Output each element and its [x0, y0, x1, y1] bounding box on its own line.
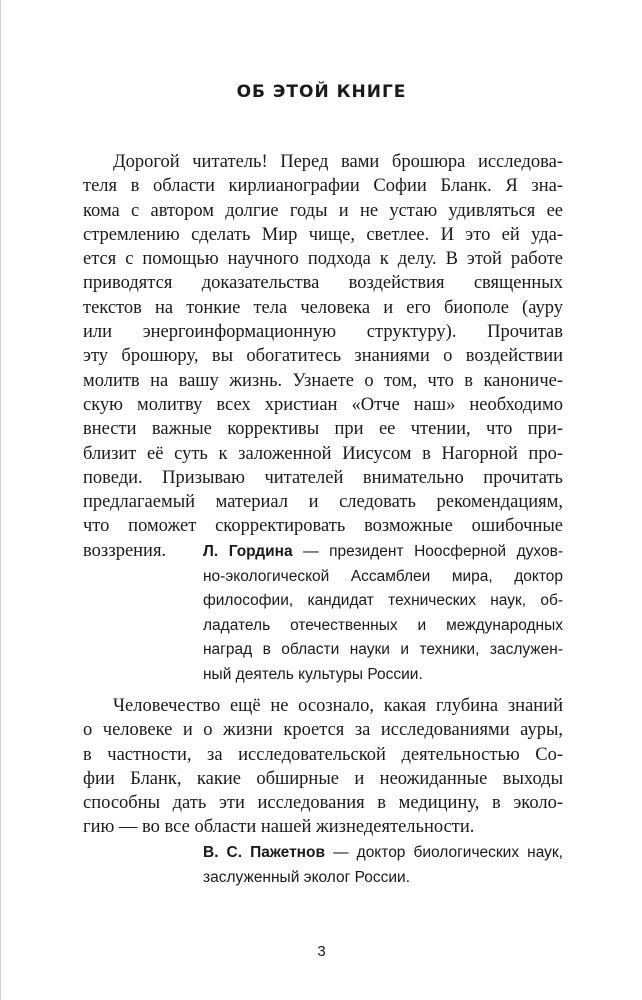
paragraph-line: теля в области кирлианографии Софии Бланк. Я зна- — [83, 176, 563, 197]
signature-name: В. С. Пажетнов — [203, 844, 326, 861]
paragraph-line: близит её суть к заложенной Иисусом в Нагорной про- — [83, 443, 563, 464]
signature-pazhetnov — [203, 841, 563, 890]
paragraph-line: эту брошюру, вы обогатитесь знаниями о воздействии — [83, 346, 563, 367]
paragraph-line: стремлению сделать Мир чище, светлее. И это ей уда- — [83, 224, 563, 245]
paragraph-line: скую молитву всех христиан «Отче наш» необходимо — [83, 394, 563, 415]
signature-line: наград в области науки и техники, заслужен- — [203, 641, 563, 658]
paragraph-line: молитв на вашу жизнь. Узнаете о том, что в канониче- — [83, 370, 563, 391]
signature-gordina — [203, 540, 563, 687]
paragraph-line: Человечество ещё не осознало, какая глубина знаний — [113, 696, 563, 716]
paragraph-line: о человеке и о жизни кроется за исследованиями ауры, — [83, 720, 563, 741]
signature-line — [203, 841, 563, 866]
paragraph-line: поведи. Призываю читателей внимательно прочитать — [83, 467, 563, 488]
foreword-paragraph-2 — [83, 694, 563, 840]
paragraph-line: гию — во все области нашей жизнедеятельности. — [83, 817, 475, 838]
paragraph-line: текстов на тонкие тела человека и его биополе (ауру — [83, 297, 563, 318]
paragraph-line: способны дать эти исследования в медицину, в эколо- — [83, 793, 563, 814]
signature-line: философии, кандидат технических наук, об- — [203, 592, 563, 609]
signature-line: заслуженный эколог России. — [203, 868, 411, 886]
signature-line — [203, 540, 563, 565]
paragraph-line: фии Бланк, какие обширные и неожиданные выходы — [83, 768, 563, 789]
paragraph-line: воззрения. — [83, 540, 167, 561]
signature-name: Л. Гордина — [203, 543, 293, 560]
page-number: 3 — [317, 943, 326, 960]
signature-line: но-экологической Ассамблеи мира, доктор — [203, 567, 563, 585]
paragraph-line: внести важные коррективы при ее чтении, что при- — [83, 419, 563, 440]
signature-line: ный деятель культуры России. — [203, 665, 423, 683]
paragraph-line: ется с помощью научного подхода к делу. В этой работе — [83, 249, 563, 270]
paragraph-line: что поможет скорректировать возможные ошибочные — [83, 516, 563, 537]
paragraph-line: приводятся доказательства воздействия священных — [83, 273, 563, 294]
foreword-paragraph-1 — [83, 150, 563, 563]
signature-text: — президент Ноосферной духов- — [292, 543, 563, 560]
paragraph-line: или энергоинформационную структуру). Прочитав — [83, 322, 563, 343]
paragraph-line: в частности, за исследовательской деятельностью Со- — [83, 744, 563, 765]
paragraph-line: Дорогой читатель! Перед вами брошюра исследова- — [113, 152, 563, 172]
signature-text: — доктор биологических наук, — [325, 844, 563, 861]
paragraph-line: предлагаемый материал и следовать рекомендациям, — [83, 492, 563, 513]
paragraph-line: кома с автором долгие годы и не устаю удивляться ее — [83, 200, 563, 221]
page-title: ОБ ЭТОЙ КНИГЕ — [236, 82, 407, 102]
signature-line: ладатель отечественных и международных — [203, 616, 563, 634]
